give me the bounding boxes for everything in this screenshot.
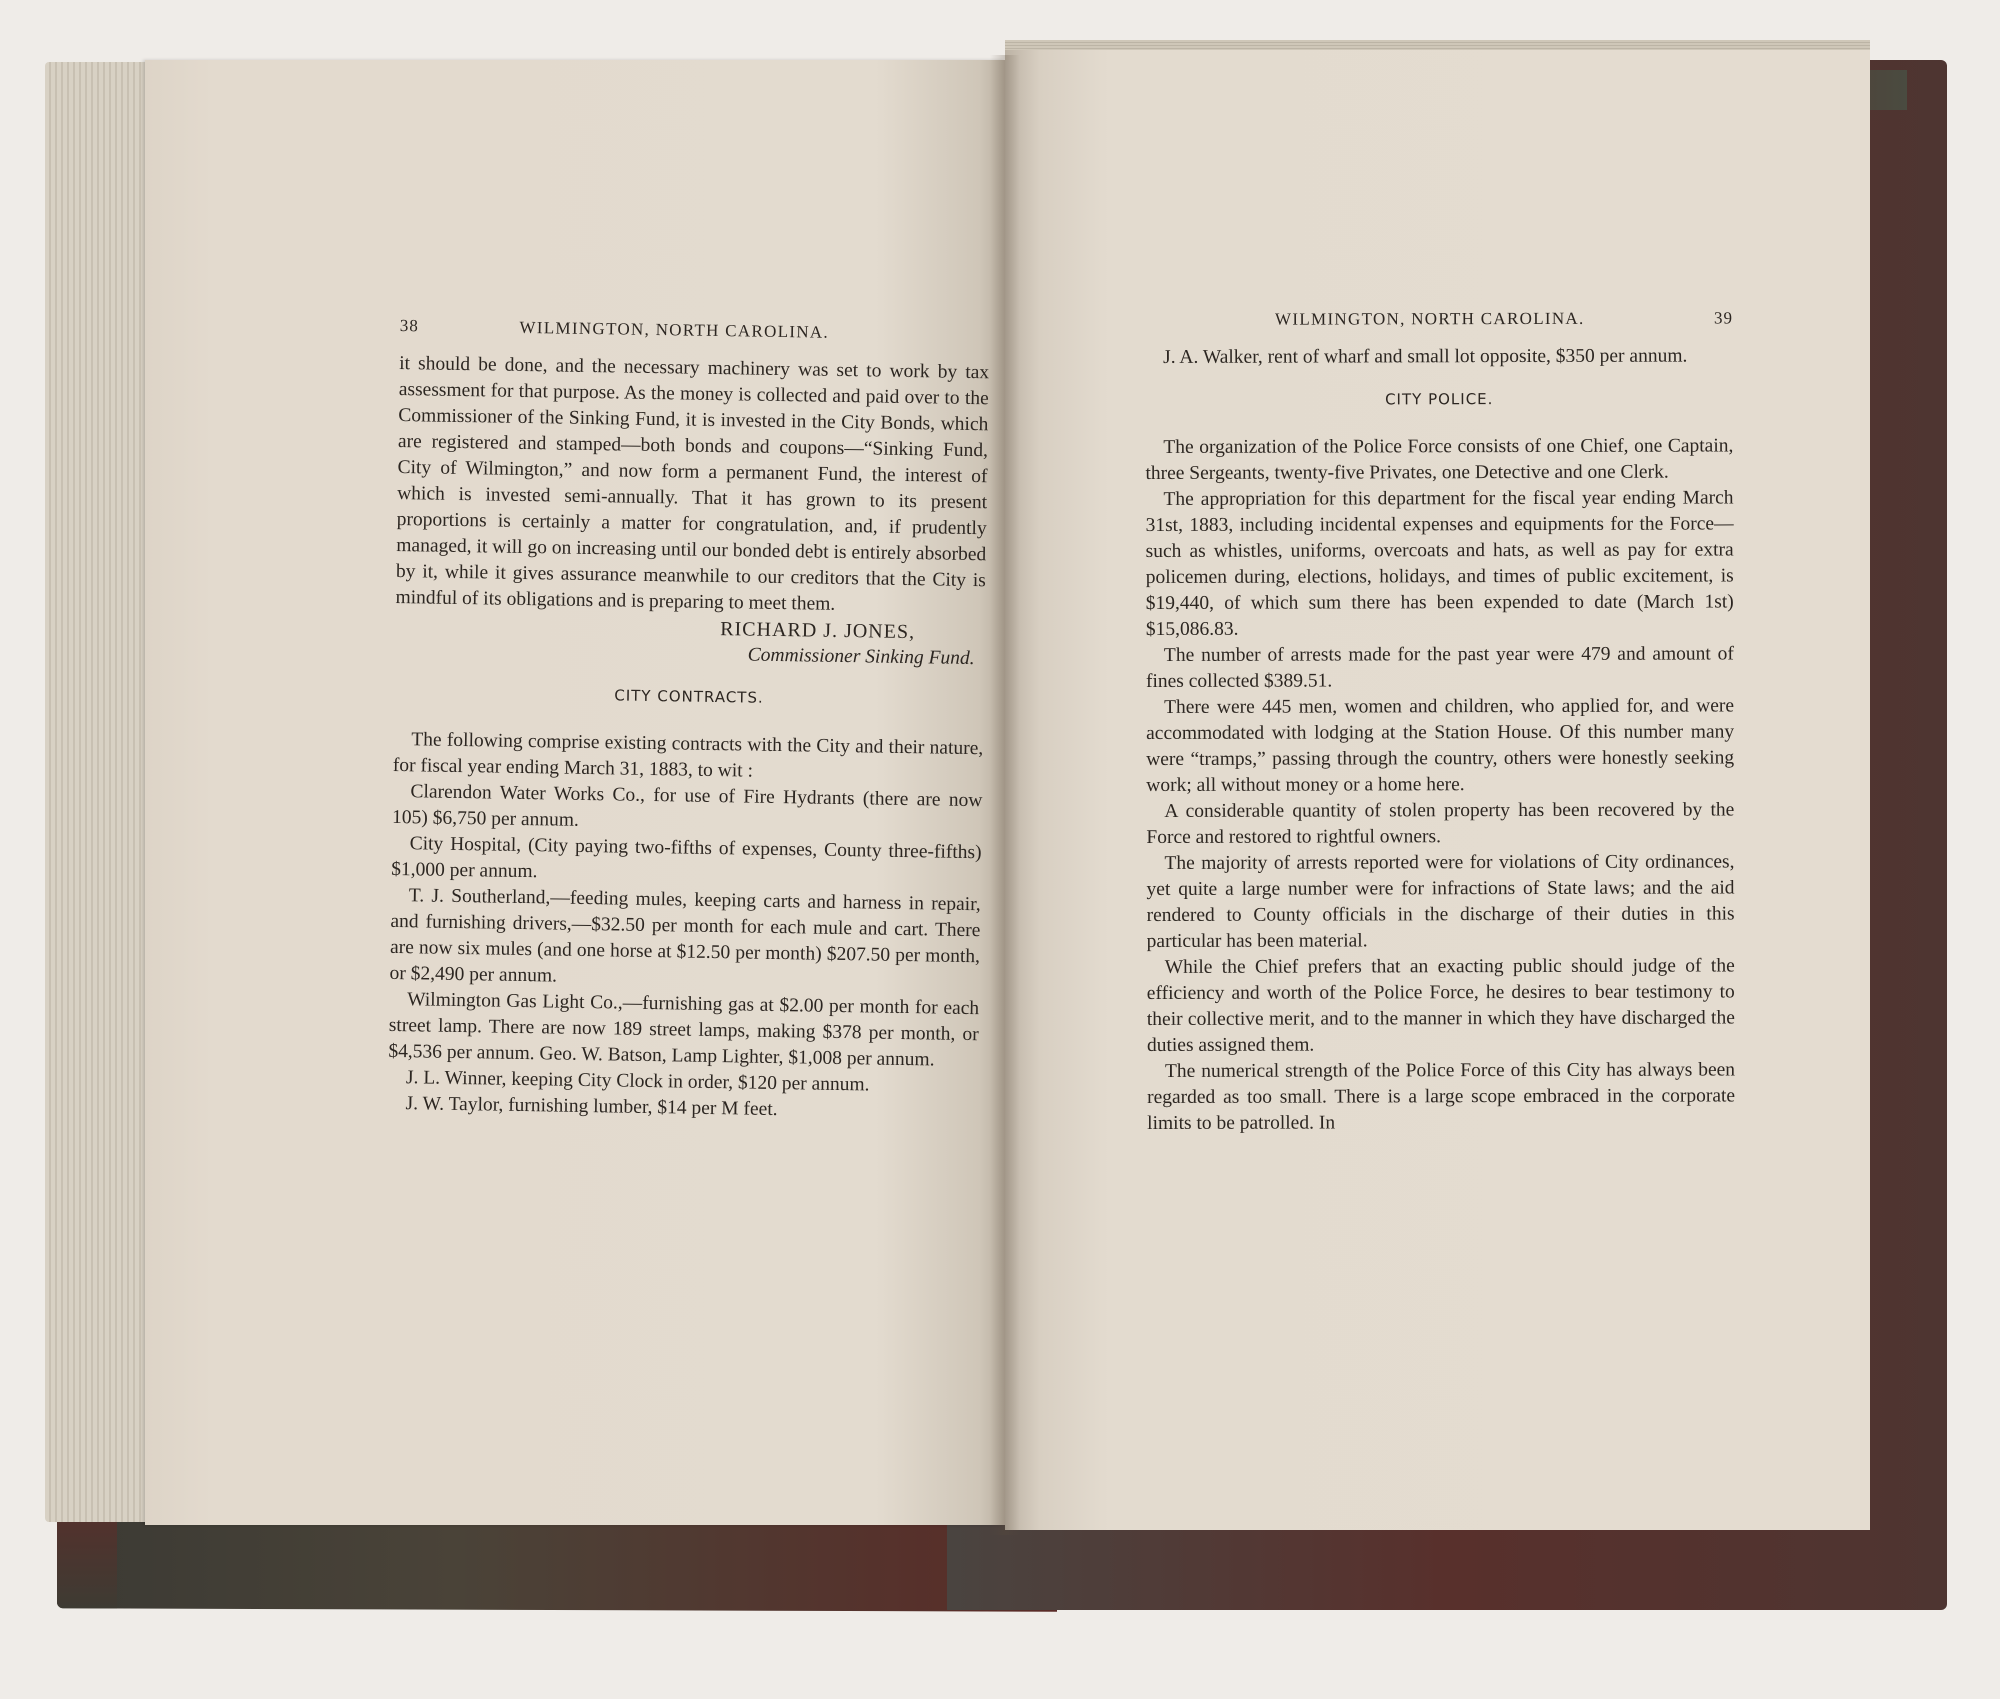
paragraph: The number of arrests made for the past year were 479 and amount of fines collected $389.51. (1145, 643, 1734, 692)
page-edges (45, 62, 155, 1522)
signature-title: Commissioner Sinking Fund. (747, 644, 975, 670)
paragraph: Clarendon Water Works Co., for use of Fire Hydrants (there are now 105) $6,750 per annum. (391, 781, 983, 831)
left-page-text (387, 313, 990, 1126)
paragraph: Wilmington Gas Light Co.,—furnishing gas at $2.00 per month for each street lamp. There are now 189 street lamps, making $378 per month, or $4,536 per annum. Geo. W. Batson, Lamp Lighter, $1,008 per annum. (388, 989, 980, 1071)
paragraph: The appropriation for this department for the fiscal year ending March 31st, 1883, including incidental expenses and equipments for the Force—such as whistles, uniforms, overcoats and hats, as well as pay for extra policemen during, elections, holidays, and times of public excitement, is $19,440, of which sum there has been expended to date (March 1st) $15,086.83. (1145, 487, 1734, 640)
paragraph: J. W. Taylor, furnishing lumber, $14 per M feet. (405, 1093, 778, 1121)
gutter-shadow (990, 55, 1020, 1535)
section-heading: CITY POLICE. (1385, 390, 1494, 409)
paragraph: The numerical strength of the Police Force of this City has always been regarded as too small. There is a large scope embraced in the corporate limits to be patrolled. In (1147, 1059, 1736, 1134)
page-number: 38 (399, 315, 419, 336)
section-heading: CITY CONTRACTS. (614, 686, 764, 707)
paragraph: The organization of the Police Force consists of one Chief, one Captain, three Sergeants, twenty-five Privates, one Detective and one Clerk. (1145, 435, 1734, 484)
paragraph: J. A. Walker, rent of wharf and small lot opposite, $350 per annum. (1163, 345, 1688, 368)
paragraph: T. J. Southerland,—feeding mules, keeping carts and harness in repair, and furnishing drivers,—$32.50 per month for each mule and cart. There are now six mules (and one horse at $12.50 per month) $207.50 per month, or $2,490 per annum. (389, 885, 981, 987)
paragraph: There were 445 men, women and children, who applied for, and were accommodated with lodging at the Station House. Of this number many were “tramps,” passing through the country, others were honestly seeking work; all without money or a home here. (1146, 695, 1735, 796)
paragraph: While the Chief prefers that an exacting public should judge of the efficiency and worth of the Police Force, he desires to bear testimony to their collective merit, and to the manner in which they have discharged the duties assigned them. (1146, 955, 1735, 1056)
paragraph: City Hospital, (City paying two-fifths of expenses, County three-fifths) $1,000 per annum. (391, 833, 982, 883)
paragraph: The majority of arrests reported were for violations of City ordinances, yet quite a large number were for infractions of State laws; and the aid rendered to County officials in the discharge of their duties in this particular has been material. (1146, 851, 1735, 952)
right-page-text (1145, 305, 1735, 1137)
signature-name: RICHARD J. JONES, (720, 618, 916, 644)
page-number: 39 (1714, 308, 1734, 328)
paragraph: The following comprise existing contracts with the City and their nature, for fiscal year ending March 31, 1883, to wit : (392, 729, 984, 782)
running-head-title: WILMINGTON, NORTH CAROLINA. (519, 317, 830, 342)
right-running-head (1145, 305, 1733, 333)
paragraph: it should be done, and the necessary machinery was set to work by tax assessment for that purpose. As the money is collected and paid over to the Commissioner of the Sinking Fund, it is invested in the City Bonds, which are registered and stamped—both bonds and coupons—“Sinking Fund, City of Wilmington,” and now form a permanent Fund, the interest of which is invested semi-annually. That it has grown to its present proportions is certainly a matter for congratulation, and, if prudently managed, it will go on increasing until our bonded debt is entirely absorbed by it, while it gives assurance meanwhile to our creditors that the City is mindful of its obligations and is preparing to meet them. (395, 352, 990, 615)
paragraph: J. L. Winner, keeping City Clock in order, $120 per annum. (405, 1067, 870, 1096)
paragraph: A considerable quantity of stolen property has been recovered by the Force and restored to rightful owners. (1146, 799, 1735, 848)
running-head-title: WILMINGTON, NORTH CAROLINA. (1275, 308, 1585, 329)
